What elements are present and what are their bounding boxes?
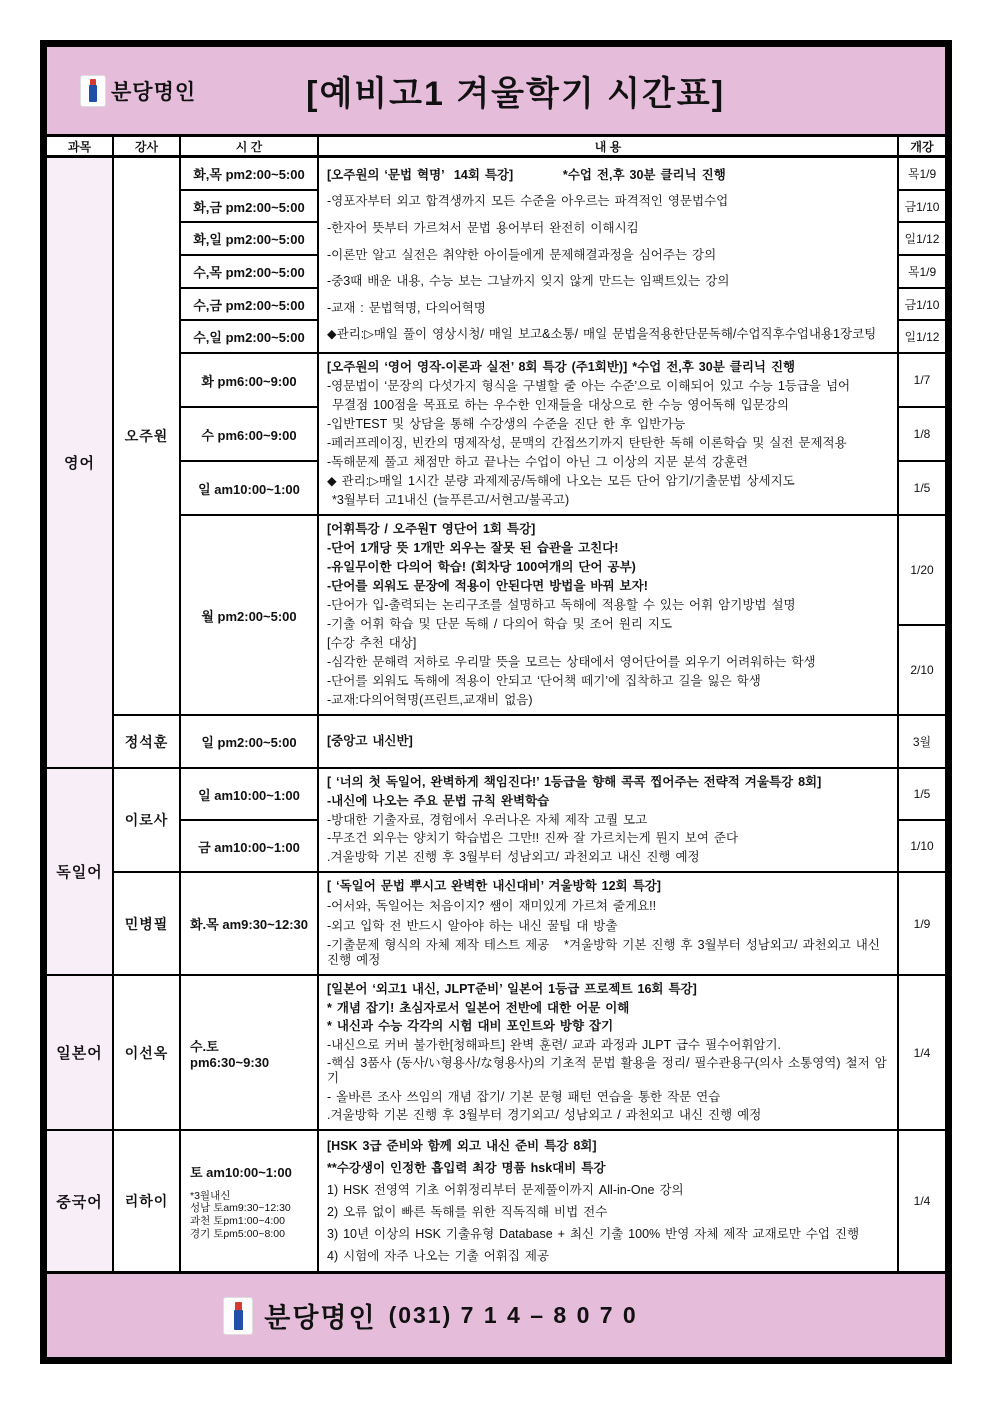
- footer-logo-icon: [224, 1298, 252, 1334]
- time-cell: [181, 873, 317, 974]
- time-label: 화 pm6:00~9:00: [201, 373, 297, 389]
- time-label: 금 am10:00~1:00: [198, 839, 300, 855]
- description-line: -내신에 나오는 주요 문법 규칙 완벽학습: [327, 793, 550, 808]
- footer-phone-number: (031) 7 1 4 – 8 0 7 0: [388, 1302, 638, 1328]
- subject-cell: 중국어: [47, 1131, 114, 1271]
- description-line: -한자어 뜻부터 가르쳐서 문법 용어부터 완전히 이해시킴: [327, 221, 639, 236]
- start-date-cell: 1/4: [913, 1194, 931, 1208]
- subject-cell: 독일어: [47, 769, 114, 974]
- start-date-cell: 1/9: [913, 916, 931, 931]
- start-date-cell: 1/10: [910, 839, 934, 853]
- section-row: [47, 769, 945, 976]
- instructor-cell: 이로사: [114, 769, 181, 871]
- start-date-column: [899, 976, 945, 1129]
- start-date-cell: 일1/12: [904, 330, 940, 345]
- time-cell: [181, 516, 317, 714]
- start-date-column: [899, 1131, 945, 1271]
- description-line: [수강 추천 대상]: [327, 636, 417, 651]
- time-label: 수 pm6:00~9:00: [201, 427, 297, 443]
- course-block: [181, 769, 945, 871]
- instructor-group: [114, 873, 945, 974]
- time-sub-line: 경기 토pm5:00~8:00: [190, 1227, 285, 1240]
- description-line: -기출 어휘 학습 및 단문 독해 / 다의어 학습 및 조어 원리 지도: [327, 617, 673, 632]
- description-line: -단어를 외워도 독해에 적용이 안되고 ‘단어책 떼기’에 집착하고 길을 잃은 학생: [327, 674, 761, 689]
- start-date-cell: 3월: [912, 735, 932, 749]
- time-label: 일 am10:00~1:00: [198, 481, 300, 497]
- description-line: [오주원의 ‘영어 영작-이론과 실전’ 8회 특강 (주1회반)] *수업 전,후 30분 클리닉 진행: [327, 360, 796, 375]
- description-line: -핵심 3품사 (동사/い형용사/な형용사)의 기초적 문법 활용을 정리/ 필수관용구(의사 소통영역) 철저 암기: [327, 1056, 887, 1086]
- time-column: [181, 976, 319, 1129]
- description-line: -단어를 외워도 문장에 적용이 안된다면 방법을 바꿔 보자!: [327, 579, 648, 594]
- time-label: 화.목 am9:30~12:30: [190, 917, 308, 932]
- section-row: [47, 1131, 945, 1271]
- description-line: [일본어 ‘외고1 내신, JLPT준비’ 일본어 1등급 프로젝트 16회 특강]: [327, 981, 697, 996]
- description-line: -방대한 기출자료, 경험에서 우러나온 자체 제작 고퀄 모고: [327, 812, 648, 827]
- description-line: * 개념 잡기! 초심자로서 일본어 전반에 대한 어문 이해: [327, 1000, 630, 1015]
- start-date-cell: 1/20: [899, 516, 945, 626]
- course-description: [319, 158, 899, 352]
- description-line: -유일무이한 다의어 학습! (회차당 100여개의 단어 공부): [327, 560, 636, 575]
- start-date-cell: 목1/9: [899, 158, 945, 191]
- time-sub-line: 과천 토pm1:00~4:00: [190, 1215, 285, 1227]
- description-line: .겨울방학 기본 진행 후 3월부터 경기외고/ 성남외고 / 과천외고 내신 진행 예정: [327, 1108, 762, 1123]
- time-label: 일 pm2:00~5:00: [201, 735, 297, 750]
- course-description: [319, 1131, 899, 1271]
- start-date-cell: 1/5: [913, 481, 931, 495]
- time-label: 화,일 pm2:00~5:00: [193, 232, 305, 248]
- time-column: [181, 516, 319, 714]
- description-line: ◆ 관리:▷매일 1시간 분량 과제제공/독해에 나오는 모든 단어 암기/기출문법 상세지도: [327, 474, 795, 489]
- start-date-column: [899, 158, 945, 352]
- description-line: [오주원의 ‘문법 혁명’ 14회 특강] *수업 전,후 30분 클리닉 진행: [327, 167, 726, 182]
- description-line: 2) 오류 없이 빠른 독해를 위한 직독직해 비법 전수: [327, 1204, 608, 1219]
- course-blocks: [181, 976, 945, 1129]
- time-column: [181, 354, 319, 514]
- instructor-group: [114, 1131, 945, 1271]
- page-title: [예비고1 겨울학기 시간표]: [306, 75, 726, 113]
- description-line: - 올바른 조사 쓰임의 개념 잡기/ 기본 문형 패턴 연습을 통한 작문 연습: [327, 1089, 721, 1104]
- time-column: [181, 769, 319, 871]
- description-line: [중앙고 내신반]: [327, 734, 413, 749]
- time-cell: [181, 1131, 317, 1271]
- description-line: [어휘특강 / 오주원T 영단어 1회 특강]: [327, 522, 536, 537]
- start-date-column: [899, 716, 945, 767]
- time-cell: [181, 976, 317, 1129]
- time-cell: [181, 158, 317, 191]
- course-blocks: [181, 158, 945, 714]
- footer-logo-blue-bar: [234, 1310, 243, 1330]
- time-cell: [181, 408, 317, 462]
- time-sub-schedule: [190, 1190, 291, 1240]
- footer-band: [47, 1271, 945, 1357]
- course-description: [319, 716, 899, 767]
- time-column: [181, 158, 319, 352]
- time-label: 월 pm2:00~5:00: [201, 608, 297, 624]
- brand-name: 분당명인: [111, 80, 197, 104]
- description-line: -내신으로 커버 불가한[청해파트] 완벽 훈련/ 교과 과정과 JLPT 급수 필수어휘암기.: [327, 1037, 782, 1052]
- time-cell: [181, 321, 317, 352]
- course-block: [181, 976, 945, 1129]
- time-label: 화,금 pm2:00~5:00: [193, 199, 305, 215]
- column-header-instructor: 강사: [114, 137, 181, 155]
- description-line: [HSK 3급 준비와 함께 외고 내신 준비 특강 8회]: [327, 1138, 597, 1153]
- course-description: [319, 976, 899, 1129]
- column-header-content: 내 용: [319, 137, 899, 155]
- start-date-column: [899, 516, 945, 714]
- description-line: -외고 입학 전 반드시 알아야 하는 내신 꿀팁 대 방출: [327, 918, 618, 933]
- description-line: -페러프레이징, 빈칸의 명제작성, 문맥의 간접쓰기까지 탄탄한 독해 이론학습 및 실전 문제적용: [327, 436, 847, 451]
- time-cell: [181, 462, 317, 514]
- time-cell: [181, 191, 317, 224]
- column-header-subject: 과목: [47, 137, 114, 155]
- course-block: [181, 873, 945, 974]
- footer-contact: [224, 1296, 637, 1335]
- description-line: -교재 : 문법혁명, 다의어혁명: [327, 300, 486, 315]
- instructor-cell: 리하이: [114, 1131, 181, 1271]
- time-label: 수,금 pm2:00~5:00: [193, 297, 305, 313]
- description-line: -단어 1개당 뜻 1개만 외우는 잘못 된 습관을 고친다!: [327, 541, 619, 556]
- course-block: [181, 1131, 945, 1271]
- description-line: ◆관리:▷매일 풀이 영상시청/ 매일 보고&소통/ 매일 문법을적용한단문독해/수업직후수업내용1장코팅: [327, 327, 877, 342]
- start-date-cell: 2/10: [910, 663, 934, 677]
- course-block: [181, 354, 945, 516]
- start-date-cell: 일1/12: [899, 223, 945, 256]
- instructor-groups: [114, 158, 945, 767]
- description-line: -이론만 알고 실전은 취약한 아이들에게 문제해결과정을 심어주는 강의: [327, 247, 717, 262]
- time-label: 일 am10:00~1:00: [198, 787, 300, 803]
- section-row: [47, 158, 945, 769]
- time-column: [181, 873, 319, 974]
- instructor-groups: [114, 976, 945, 1129]
- time-cell: [181, 289, 317, 322]
- instructor-cell: 오주원: [114, 158, 181, 714]
- instructor-cell: 정석훈: [114, 716, 181, 767]
- description-line: .겨울방학 기본 진행 후 3월부터 성남외고/ 과천외고 내신 진행 예정: [327, 850, 700, 865]
- time-sub-line: *3월내신: [190, 1189, 231, 1202]
- description-line: -독해문제 풀고 채점만 하고 끝나는 수업이 아닌 그 이상의 지문 분석 강훈련: [327, 455, 749, 470]
- section-row: [47, 976, 945, 1131]
- description-line: [ ‘너의 첫 독일어, 완벽하게 책임진다!’ 1등급을 향해 콕콕 찝어주는 전략적 겨울특강 8회]: [327, 775, 822, 790]
- time-cell: [181, 769, 317, 821]
- start-date-cell: 1/8: [899, 408, 945, 462]
- time-cell: [181, 354, 317, 408]
- description-line: -무조건 외우는 양치기 학습법은 그만!! 진짜 잘 가르치는게 뭔지 보여 준다: [327, 831, 739, 846]
- brand-logo-icon: [81, 76, 105, 106]
- start-date-column: [899, 873, 945, 974]
- course-description: [319, 516, 899, 714]
- instructor-groups: [114, 769, 945, 974]
- column-header-time: 시 간: [181, 137, 319, 155]
- time-label: 토 am10:00~1:00: [190, 1164, 292, 1180]
- logo-blue-bar: [89, 85, 97, 102]
- instructor-groups: [114, 1131, 945, 1271]
- column-header-start: 개강: [910, 139, 934, 154]
- description-line: 3) 10년 이상의 HSK 기출유형 Database + 최신 기출 100% 반영 자체 제작 교재로만 수업 진행: [327, 1226, 860, 1241]
- time-cell: [181, 223, 317, 256]
- instructor-cell: 이선옥: [114, 976, 181, 1129]
- start-date-cell: 1/5: [899, 769, 945, 821]
- instructor-cell: 민병필: [114, 873, 181, 974]
- start-date-column: [899, 354, 945, 514]
- start-date-cell: 1/4: [913, 1045, 931, 1060]
- description-line: -단어가 입-출력되는 논리구조를 설명하고 독해에 적용할 수 있는 어휘 암기방법 설명: [327, 598, 796, 613]
- time-label: 수.토: [190, 1038, 219, 1054]
- description-line: 무결점 100점을 목표로 하는 우수한 인재들을 대상으로 한 수능 영어독해 입문강의: [327, 398, 789, 413]
- description-line: -중3때 배운 내용, 수능 보는 그날까지 잊지 않게 만드는 임팩트있는 강의: [327, 274, 730, 289]
- start-date-cell: 목1/9: [899, 256, 945, 289]
- time-cell: [181, 256, 317, 289]
- course-blocks: [181, 1131, 945, 1271]
- column-header-row: [47, 137, 945, 158]
- table-body: [47, 158, 945, 1271]
- time-sub-line: 성남 토am9:30~12:30: [190, 1202, 291, 1215]
- description-line: 1) HSK 전영역 기초 어휘정리부터 문제풀이까지 All-in-One 강의: [327, 1182, 684, 1197]
- course-blocks: [181, 769, 945, 871]
- course-block: [181, 158, 945, 354]
- instructor-group: [114, 716, 945, 767]
- subject-cell: 영어: [47, 158, 114, 767]
- description-line: -기출문제 형식의 자체 제작 테스트 제공 *겨울방학 기본 진행 후 3월부터 성남외고/ 과천외고 내신진행 예정: [327, 938, 880, 967]
- time-cell: [181, 716, 317, 767]
- course-description: [319, 354, 899, 514]
- course-block: [181, 716, 945, 767]
- header-band: [47, 47, 945, 137]
- start-date-cell: 금1/10: [899, 289, 945, 322]
- time-cell: [181, 821, 317, 871]
- time-column: [181, 1131, 319, 1271]
- description-line: -심각한 문해력 저하로 우리말 뜻을 모르는 상태에서 영어단어를 외우기 어려워하는 학생: [327, 655, 816, 670]
- course-description: [319, 873, 899, 974]
- start-date-cell: 1/7: [899, 354, 945, 408]
- description-line: -영문법이 ‘문장의 다섯가지 형식을 구별할 줄 아는 수준’으로 이해되어 있고 수능 1등급을 넘어: [327, 379, 851, 394]
- instructor-group: [114, 976, 945, 1129]
- description-line: -영포자부터 외고 합격생까지 모든 수준을 아우르는 파격적인 영문법수업: [327, 194, 729, 209]
- time-label: 수,목 pm2:00~5:00: [193, 264, 305, 280]
- description-line: -입반TEST 및 상담을 통해 수강생의 수준을 진단 한 후 입반가능: [327, 417, 686, 432]
- description-line: [ ‘독일어 문법 뿌시고 완벽한 내신대비’ 겨울방학 12회 특강]: [327, 879, 661, 894]
- description-line: -어서와, 독일어는 처음이지? 쌤이 재미있게 가르쳐 줄게요!!: [327, 898, 657, 913]
- timetable-sheet: [40, 40, 952, 1364]
- instructor-group: [114, 769, 945, 873]
- start-date-cell: 금1/10: [899, 191, 945, 224]
- course-description: [319, 769, 899, 871]
- course-block: [181, 516, 945, 714]
- brand: [81, 76, 196, 106]
- footer-brand-name: 분당명인: [264, 1303, 377, 1333]
- time-label: pm6:30~9:30: [190, 1054, 270, 1070]
- time-label: 수,일 pm2:00~5:00: [193, 330, 305, 346]
- instructor-group: [114, 158, 945, 716]
- description-line: **수강생이 인정한 흡입력 최강 명품 hsk대비 특강: [327, 1160, 606, 1175]
- description-line: * 내신과 수능 각각의 시험 대비 포인트와 방향 잡기: [327, 1019, 614, 1034]
- description-line: *3월부터 고1내신 (늘푸른고/서현고/불곡고): [327, 493, 570, 508]
- course-blocks: [181, 873, 945, 974]
- description-line: -교재:다의어혁명(프린트,교재비 없음): [327, 693, 533, 708]
- course-blocks: [181, 716, 945, 767]
- start-date-column: [899, 769, 945, 871]
- description-line: 4) 시험에 자주 나오는 기출 어휘집 제공: [327, 1248, 550, 1263]
- subject-cell: 일본어: [47, 976, 114, 1129]
- time-column: [181, 716, 319, 767]
- time-label: 화,목 pm2:00~5:00: [193, 166, 305, 182]
